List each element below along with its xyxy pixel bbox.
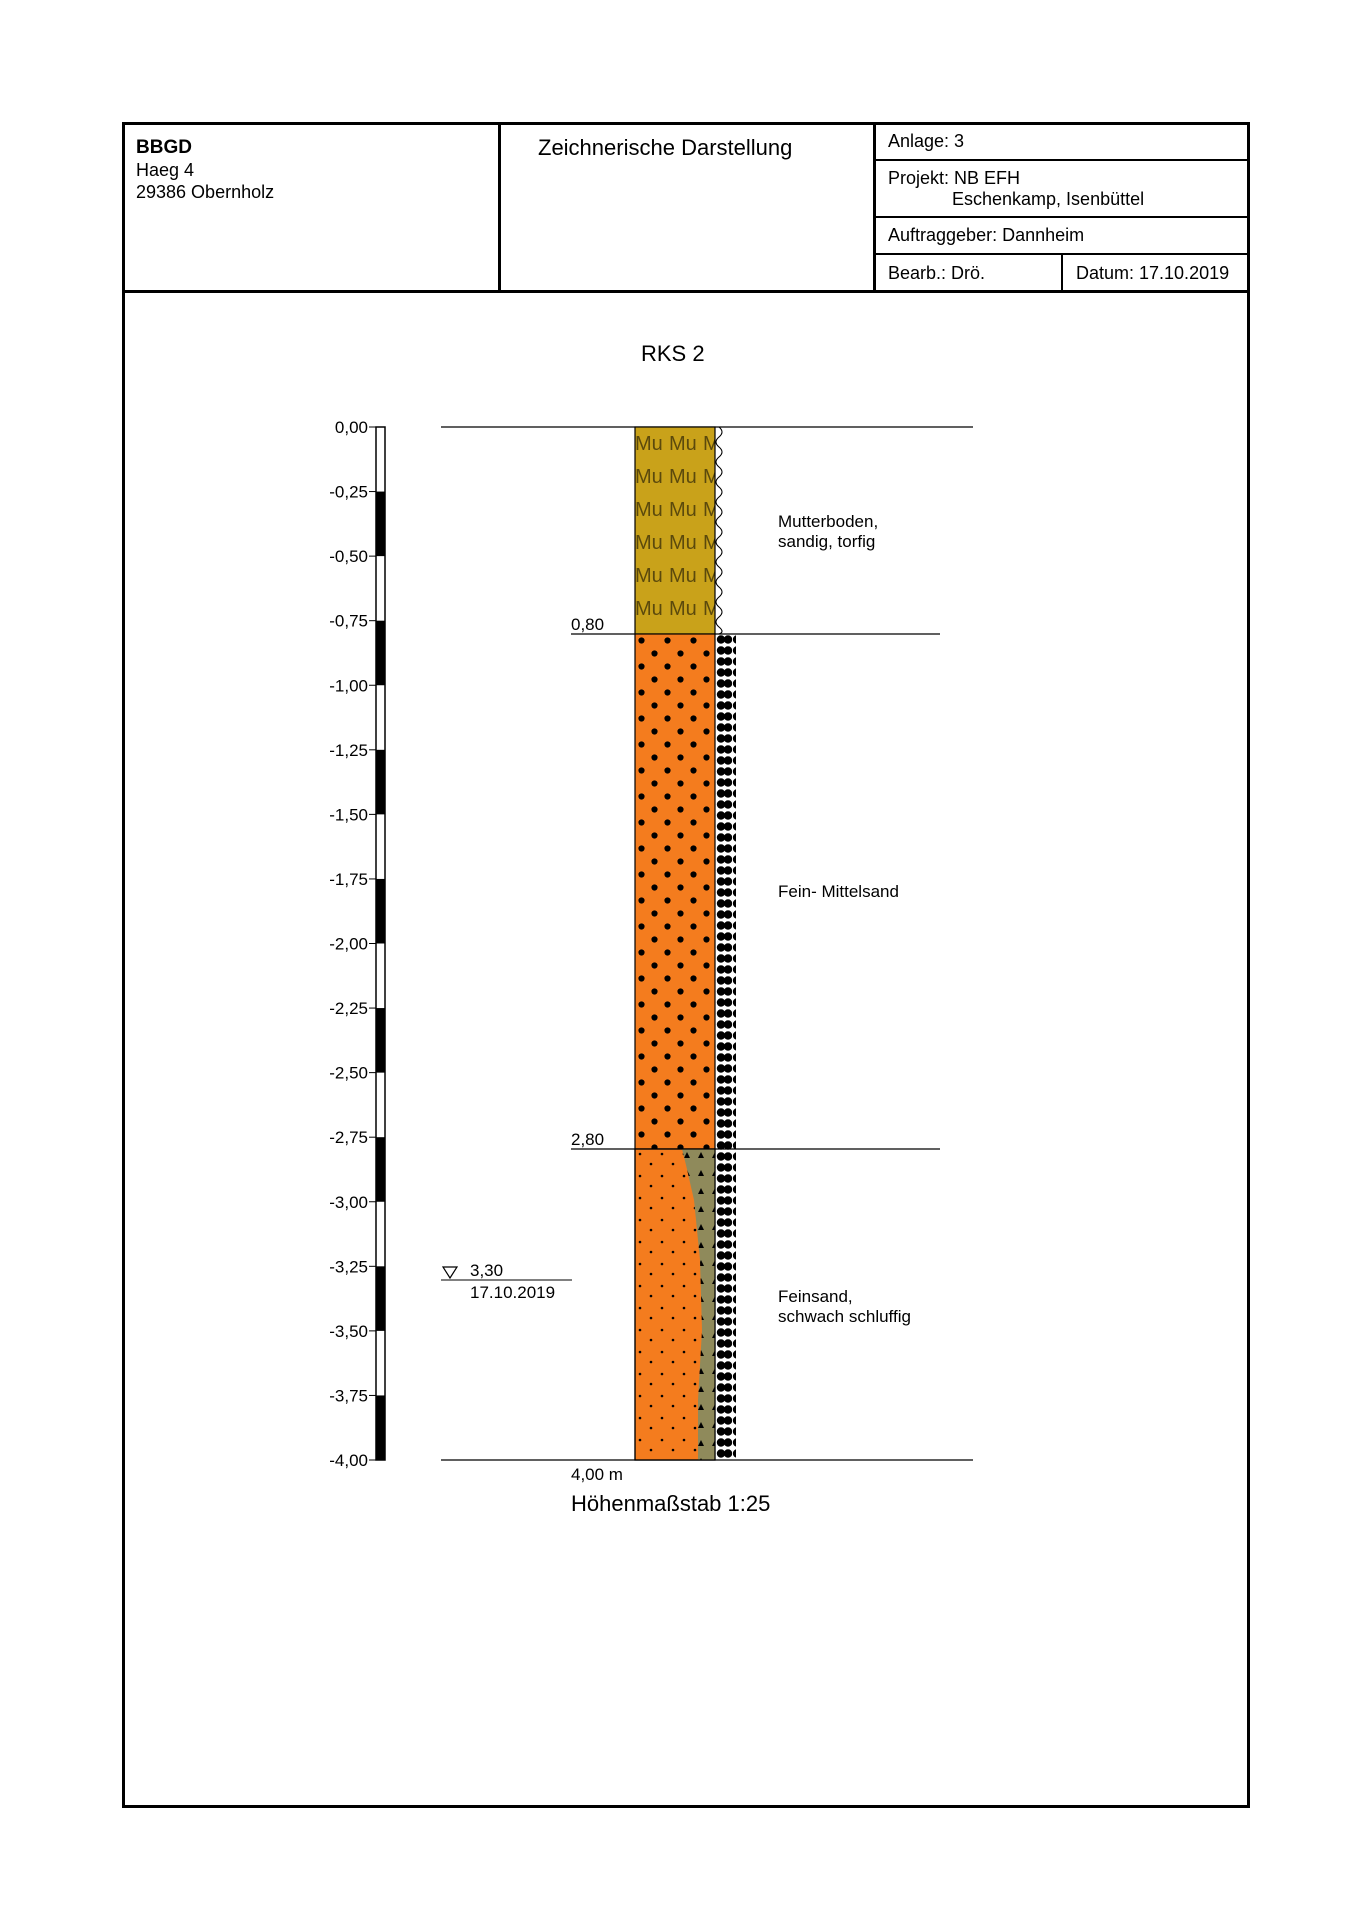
wet-soil-marker [716,634,736,1460]
scale-tick-label: -0,75 [329,611,368,631]
water-level-triangle-icon [443,1267,457,1278]
layer3-desc-line2: schwach schluffig [778,1307,911,1326]
auftraggeber-label: Auftraggeber: Dannheim [888,225,1085,245]
scale-segment-black [376,879,385,944]
scale-tick-label: -1,25 [329,740,368,760]
scale-caption: Höhenmaßstab 1:25 [571,1491,771,1516]
scale-segment-black [376,1395,385,1460]
scale-tick-label: -2,50 [329,1063,368,1083]
layer-fein-mittelsand [635,634,715,1149]
end-depth-label: 4,00 m [571,1465,623,1484]
bearb-label: Bearb.: Drö. [888,263,986,283]
scale-tick-label: -2,00 [329,934,368,954]
projekt-label: Projekt: NB EFH [888,168,1021,188]
water-level-depth: 3,30 [470,1261,504,1280]
scale-tick-label: -4,00 [329,1451,368,1470]
wavy-humus-marker [716,427,722,634]
scale-segment-black [376,1266,385,1331]
projekt-location: Eschenkamp, Isenbüttel [952,189,1145,209]
water-level-date: 17.10.2019 [470,1283,556,1302]
layer1-desc-line1: Mutterboden, [778,512,879,531]
layer1-desc-line2: sandig, torfig [778,532,876,551]
scale-tick-label: -1,00 [329,676,368,696]
layer3-desc-line1: Feinsand, [778,1287,853,1306]
anlage-label: Anlage: 3 [888,131,965,151]
scale-tick-label: -1,50 [329,805,368,825]
scale-tick-label: -2,25 [329,999,368,1019]
drilling-title: RKS 2 [641,341,705,366]
scale-segment-black [376,750,385,815]
sheet-title: Zeichnerische Darstellung [538,135,793,160]
scale-tick-label: -2,75 [329,1128,368,1148]
layer2-desc-line1: Fein- Mittelsand [778,882,899,901]
scale-segment-black [376,492,385,557]
scale-segment-black [376,621,385,686]
company-city: 29386 Obernholz [136,182,275,202]
company-street: Haeg 4 [136,160,195,180]
scale-tick-label: -3,75 [329,1386,368,1406]
scale-tick-label: -3,50 [329,1321,368,1341]
depth-scale-bar [329,418,385,1470]
scale-tick-label: -0,25 [329,482,368,502]
scale-segment-black [376,1008,385,1073]
boundary-label-080: 0,80 [571,615,605,634]
datum-label: Datum: 17.10.2019 [1076,263,1230,283]
scale-tick-label: -1,75 [329,869,368,889]
company-name: BBGD [136,137,192,158]
scale-segment-black [376,1137,385,1202]
scale-tick-label: -3,25 [329,1257,368,1277]
scale-tick-label: -3,00 [329,1192,368,1212]
layer-mutterboden [635,427,715,634]
boundary-label-280: 2,80 [571,1130,605,1149]
scale-tick-label: 0,00 [334,418,368,437]
scale-tick-label: -0,50 [329,547,368,567]
